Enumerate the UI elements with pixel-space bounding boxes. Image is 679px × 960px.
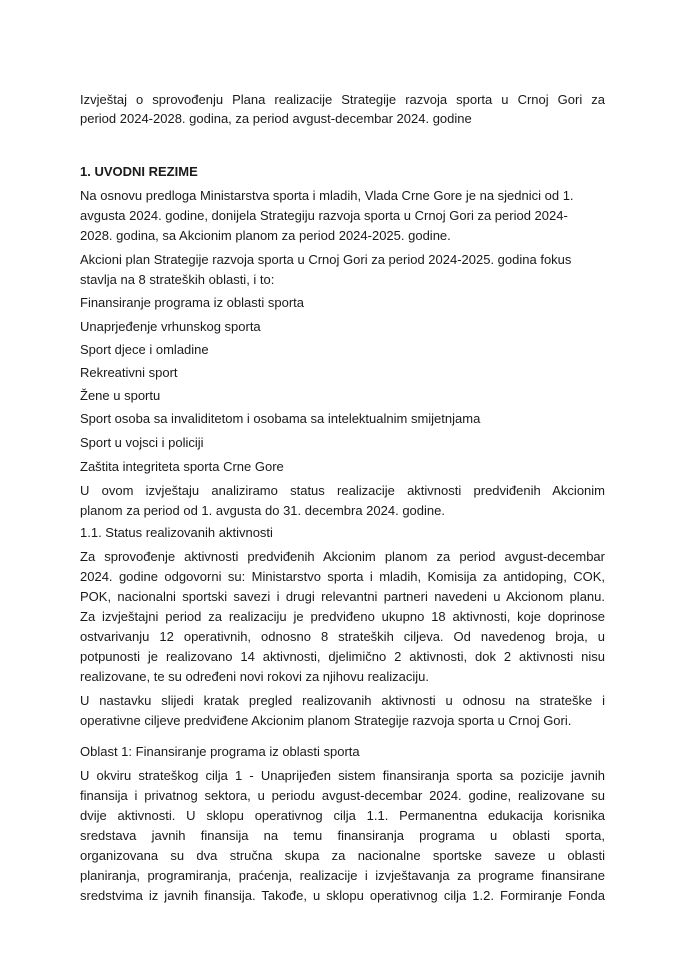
paragraph-line: sredstvima iz javnih finansija. Takođe, u sklopu operativnog cilja 1.2. Formiranje Fonda <box>80 888 605 903</box>
paragraph-line: finansija i privatnog sektora, u periodu avgust-decembar 2024. godine, realizovane su <box>80 788 605 803</box>
paragraph-line: planom za period od 1. avgusta do 31. decembra 2024. godine. <box>80 503 445 518</box>
strategic-area-item: Finansiranje programa iz oblasti sporta <box>80 295 304 310</box>
document-title: period 2024-2028. godina, za period avgust-decembar 2024. godine <box>80 111 472 126</box>
paragraph-line: Akcioni plan Strategije razvoja sporta u Crnoj Gori za period 2024-2025. godina fokus <box>80 252 572 267</box>
strategic-area-item: Žene u sportu <box>80 388 161 403</box>
paragraph-line: sredstava javnih finansija na temu finansiranja programa u oblasti sporta, <box>80 828 605 843</box>
paragraph-line: 2024. godine odgovorni su: Ministarstvo sporta i mladih, Komisija za antidoping, COK, <box>80 569 605 584</box>
strategic-area-item: Rekreativni sport <box>80 365 178 380</box>
paragraph-line: operativne ciljeve predviđene Akcionim planom Strategije razvoja sporta u Crnoj Gori. <box>80 713 572 728</box>
paragraph-line: stavlja na 8 strateških oblasti, i to: <box>80 272 275 287</box>
paragraph-line: potpunosti je realizovano 14 aktivnosti, djelimično 2 aktivnosti, dok 2 aktivnosti nisu <box>80 649 605 664</box>
paragraph-line: avgusta 2024. godine, donijela Strategiju razvoja sporta u Crnoj Gori za period 2024- <box>80 208 568 223</box>
strategic-area-item: Zaštita integriteta sporta Crne Gore <box>80 459 284 474</box>
paragraph-line: U ovom izvještaju analiziramo status realizacije aktivnosti predviđenih Akcionim <box>80 483 605 498</box>
paragraph-line: POK, nacionalni sportski savezi i drugi relevantni partneri navedeni u Akcionom planu. <box>80 589 605 604</box>
paragraph-line: Za izvještajni period za realizaciju je predviđeno ukupno 18 aktivnosti, koje doprinose <box>80 609 605 624</box>
paragraph-line: organizovana su dva stručna skupa za nacionalne sportske saveze u oblasti <box>80 848 605 863</box>
paragraph-line: U nastavku slijedi kratak pregled realizovanih aktivnosti u odnosu na strateške i <box>80 693 605 708</box>
strategic-area-item: Sport djece i omladine <box>80 342 209 357</box>
paragraph-line: ostvarivanju 12 operativnih, odnosno 8 strateških ciljeva. Od navedenog broja, u <box>80 629 605 644</box>
paragraph-line: dvije aktivnosti. U sklopu operativnog cilja 1.1. Permanentna edukacija korisnika <box>80 808 605 823</box>
paragraph-line: realizovane, te su određeni novi rokovi za njihovu realizaciju. <box>80 669 430 684</box>
document-title: Izvještaj o sprovođenju Plana realizacije Strategije razvoja sporta u Crnoj Gori za <box>80 92 605 107</box>
strategic-area-item: Sport u vojsci i policiji <box>80 435 204 450</box>
paragraph-line: 2028. godina, sa Akcionim planom za period 2024-2025. godine. <box>80 228 451 243</box>
subsection-heading: 1.1. Status realizovanih aktivnosti <box>80 525 273 540</box>
paragraph-line: Za sprovođenje aktivnosti predviđenih Akcionim planom za period avgust-decembar <box>80 549 605 564</box>
paragraph-line: Na osnovu predloga Ministarstva sporta i mladih, Vlada Crne Gore je na sjednici od 1. <box>80 188 574 203</box>
strategic-area-item: Unaprjeđenje vrhunskog sporta <box>80 319 261 334</box>
section-heading: 1. UVODNI REZIME <box>80 164 198 179</box>
paragraph-line: planiranja, programiranja, praćenja, realizacije i izvještavanja za programe finansirane <box>80 868 605 883</box>
area-heading: Oblast 1: Finansiranje programa iz oblasti sporta <box>80 744 360 759</box>
paragraph-line: U okviru strateškog cilja 1 - Unaprijeđen sistem finansiranja sporta sa pozicije javnih <box>80 768 605 783</box>
strategic-area-item: Sport osoba sa invaliditetom i osobama sa intelektualnim smijetnjama <box>80 411 481 426</box>
